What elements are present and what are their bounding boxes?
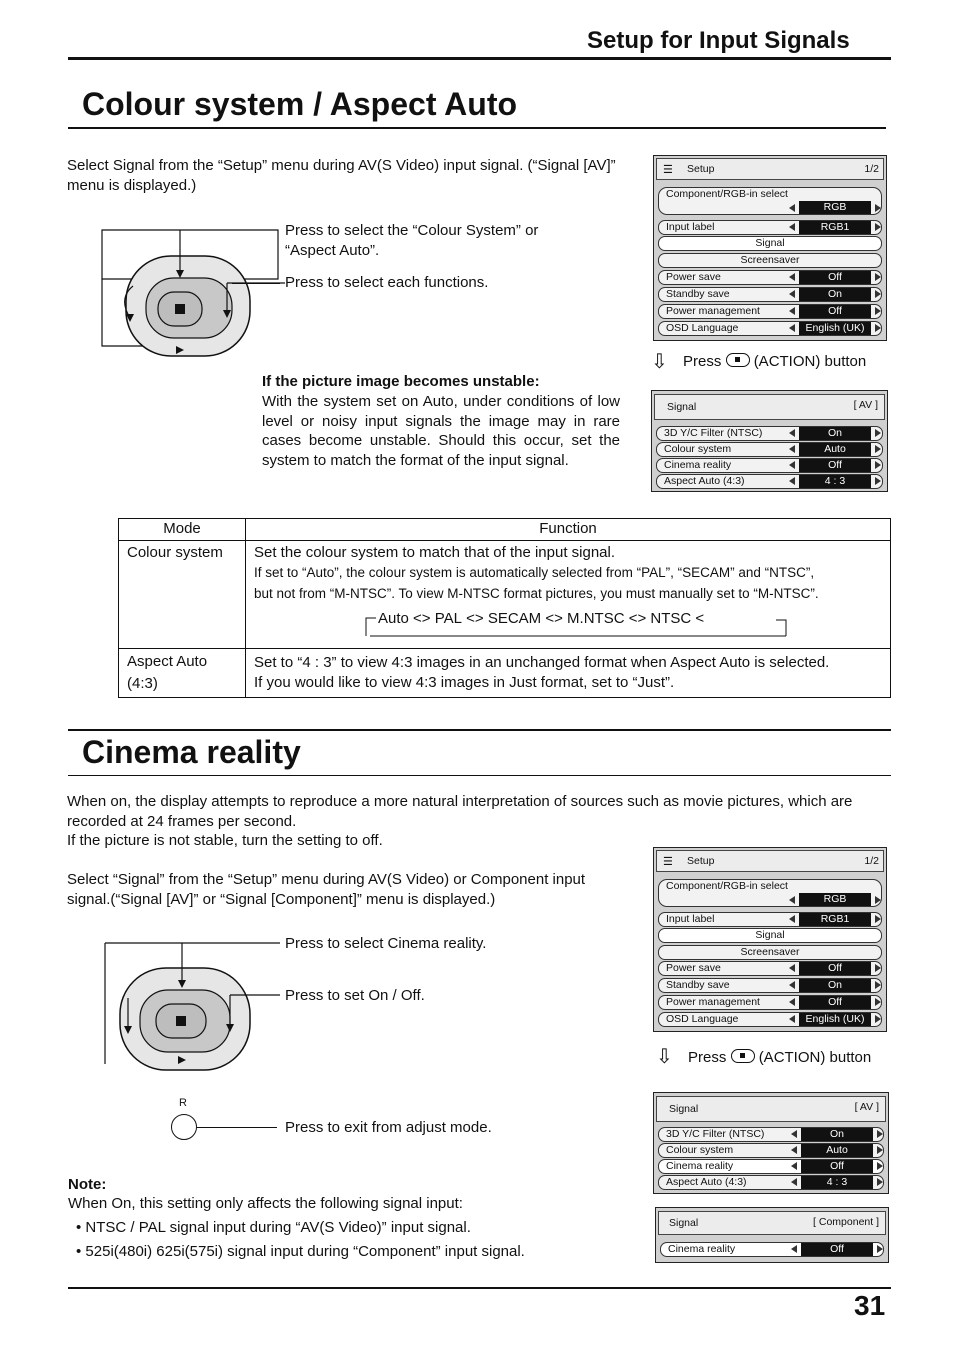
note-text: When On, this setting only affects the following signal input: (68, 1195, 463, 1212)
row1-mode: Colour system (119, 541, 246, 649)
menu-row-power-management[interactable]: Power management Off (658, 304, 882, 319)
row2-mode: Aspect Auto (4:3) (119, 649, 246, 698)
r-button-leader (197, 1127, 277, 1128)
menu-row-power-management[interactable]: Power management Off (658, 995, 882, 1010)
signal-row-aspect[interactable]: Aspect Auto (4:3) 4 : 3 (658, 1175, 884, 1190)
unstable-text: With the system set on Auto, under conditions of low level or noisy input signals the image may in rare cases become unstable. Should this occur, set the system to match the format of the input signal. (262, 393, 620, 469)
menu-row-standby-save[interactable]: Standby save On (658, 287, 882, 302)
row1-function: Set the colour system to match that of the input signal. If set to “Auto”, the colour system is automatically selected from “PAL”, “SECAM” and “NTSC”, but not from “M-NTSC”. To view M-NTSC format pictures, you must manually set to “M-NTSC”. Auto <> PAL <> SECAM <> M.NTSC <> NTSC < (246, 541, 891, 649)
menu-row-signal[interactable]: Signal (658, 928, 882, 943)
signal-row-cinema[interactable]: Cinema reality Off (656, 458, 883, 473)
page-number: 31 (854, 1290, 886, 1321)
menu-row-component[interactable]: Component/RGB-in select RGB (658, 187, 882, 215)
signal-row-colour[interactable]: Colour system Auto (658, 1143, 884, 1158)
component-menu-source: [ Component ] (813, 1216, 879, 1228)
signal-row-cinema[interactable]: Cinema reality Off (658, 1159, 884, 1174)
callout-leader-2 (232, 283, 280, 284)
action-button-icon (726, 353, 750, 367)
signal-row-filter[interactable]: 3D Y/C Filter (NTSC) On (658, 1127, 884, 1142)
r-button-label: R (179, 1097, 187, 1109)
menu-row-signal[interactable]: Signal (658, 236, 882, 251)
menu-row-power-save[interactable]: Power save Off (658, 961, 882, 976)
menu-row-screensaver[interactable]: Screensaver (658, 253, 882, 268)
function-table (118, 518, 891, 698)
signal-menu-osd (651, 390, 888, 492)
table-row (119, 541, 891, 649)
header-section-title: Setup for Input Signals (587, 27, 850, 54)
signal-menu-osd-2: Signal [ AV ] 3D Y/C Filter (NTSC) On Colour system Auto Cinema reality Off Aspect Auto (4:3) 4 : 3 (653, 1092, 889, 1194)
menu-row-osd-language[interactable]: OSD Language English (UK) (658, 1012, 882, 1027)
cinema-callout-3: Press to exit from adjust mode. (285, 1119, 492, 1136)
cinema-para-2: If the picture is not stable, turn the setting to off. (67, 832, 383, 849)
setup-menu-page: 1/2 (864, 163, 879, 175)
press-action-label-1: Press (ACTION) button (683, 353, 867, 370)
down-arrow-icon: ⇩ (651, 351, 668, 373)
menu-row-input-label[interactable]: Input label RGB1 (658, 220, 882, 235)
cinema-section-title: Cinema reality (82, 734, 301, 770)
menu-row-power-save[interactable]: Power save Off (658, 270, 882, 285)
menu-row-osd-language[interactable]: OSD Language English (UK) (658, 321, 882, 336)
menu-row-input-label[interactable]: Input label RGB1 (658, 912, 882, 927)
action-button-icon (731, 1049, 755, 1063)
colour-callout-1: Press to select the “Colour System” or “Aspect Auto”. (285, 222, 539, 259)
r-button-icon[interactable] (171, 1114, 197, 1140)
menu-row-standby-save[interactable]: Standby save On (658, 978, 882, 993)
cinema-callout-2: Press to set On / Off. (285, 987, 425, 1004)
note-bullet-2: • 525i(480i) 625i(575i) signal input during “Component” input signal. (76, 1243, 525, 1260)
component-menu-title: Signal (669, 1217, 699, 1229)
signal-row-aspect[interactable]: Aspect Auto (4:3) 4 : 3 (656, 474, 883, 489)
cinema-para-3: Select “Signal” from the “Setup” menu during AV(S Video) or Component input signal.(“Signal [AV]” or “Signal [Component]” menu is displayed.) (67, 871, 586, 908)
note-bullet-1: • NTSC / PAL signal input during “AV(S Video)” input signal. (76, 1219, 471, 1236)
menu-list-icon: ☰ (663, 856, 673, 868)
remote-control-pad-2 (100, 938, 290, 1073)
unstable-heading: If the picture image becomes unstable: (262, 373, 540, 390)
table-header-function: Function (246, 519, 891, 541)
signal-row-colour[interactable]: Colour system Auto (656, 442, 883, 457)
component-row-cinema[interactable]: Cinema reality Off (660, 1242, 884, 1257)
cinema-title-rule (68, 775, 891, 776)
menu-row-screensaver[interactable]: Screensaver (658, 945, 882, 960)
cinema-callout-1: Press to select Cinema reality. (285, 935, 487, 952)
setup-menu-osd-2: ☰ Setup 1/2 Component/RGB-in select RGB Input label RGB1 Signal Screensaver Power save Off Standby save On Power management Off OSD Language English (UK) (653, 847, 887, 1032)
setup-menu-title: Setup (687, 163, 715, 175)
menu-row-component[interactable]: Component/RGB-in select RGB (658, 879, 882, 907)
colour-section-title: Colour system / Aspect Auto (82, 86, 518, 122)
press-action-label-2: Press (ACTION) button (688, 1049, 872, 1066)
header-rule (68, 57, 891, 60)
down-arrow-icon: ⇩ (656, 1046, 673, 1068)
signal-row-filter[interactable]: 3D Y/C Filter (NTSC) On (656, 426, 883, 441)
menu-list-icon: ☰ (663, 164, 673, 176)
cinema-top-rule (68, 729, 891, 731)
footer-rule (68, 1287, 891, 1289)
cinema-para-1: When on, the display attempts to reproduce a more natural interpretation of sources such as movie pictures, which are recorded at 24 frames per second. (67, 793, 853, 830)
remote-control-pad (98, 226, 293, 361)
table-header-mode: Mode (119, 519, 246, 541)
note-heading: Note: (68, 1176, 107, 1193)
setup-menu-osd (653, 155, 887, 341)
component-menu-osd (655, 1207, 889, 1263)
title-rule (68, 127, 886, 129)
colour-cycle-diagram: Auto <> PAL <> SECAM <> M.NTSC <> NTSC < (254, 608, 882, 638)
colour-intro: Select Signal from the “Setup” menu during AV(S Video) input signal. (“Signal [AV]” menu is displayed.) (67, 157, 616, 194)
signal-menu-source: [ AV ] (853, 399, 878, 411)
signal-menu-title: Signal (667, 401, 697, 413)
row2-function: Set to “4 : 3” to view 4:3 images in an unchanged format when Aspect Auto is selected. If you would like to view 4:3 images in Just format, set to “Just”. (246, 649, 891, 698)
table-row (119, 649, 891, 698)
colour-callout-2: Press to select each functions. (285, 274, 489, 291)
